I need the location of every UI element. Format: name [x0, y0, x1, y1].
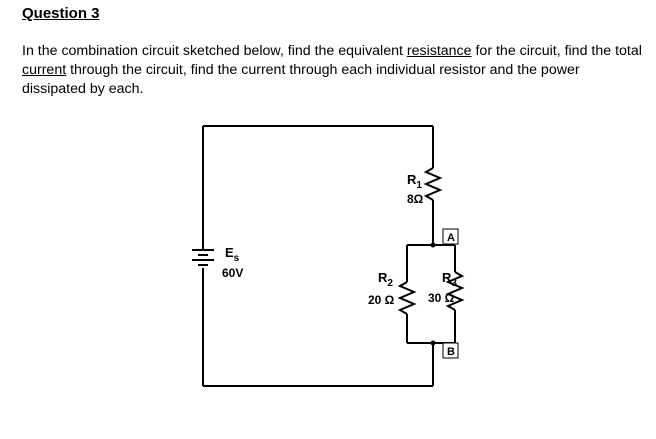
r1-label: $R_1$: [407, 172, 422, 191]
node-b-label: B: [447, 346, 455, 358]
r3-value: 30 Ω: [428, 291, 455, 305]
resistor-r2: [400, 282, 414, 314]
node-a-dot: [431, 243, 436, 248]
battery-source: [192, 250, 214, 265]
resistor-r1: [426, 168, 440, 200]
question-text-part: In the combination circuit sketched below, find the equivalent: [22, 43, 407, 59]
question-text-part: for the circuit, find the total: [471, 43, 642, 59]
r3-label: $R_3$: [442, 270, 457, 289]
node-a-label: A: [447, 232, 455, 244]
keyword-current: current: [22, 62, 67, 78]
question-title: Question 3: [22, 5, 100, 22]
keyword-resistance: resistance: [406, 43, 472, 59]
r1-value: 8Ω: [407, 192, 424, 206]
question-text-part: through the circuit, find the current through each individual resistor and the power dissipated by each.: [22, 62, 580, 97]
r2-value: 20 Ω: [368, 293, 395, 307]
source-value: 60V: [222, 266, 244, 280]
source-label: $E_s$: [225, 245, 240, 264]
r2-label: $R_2$: [378, 270, 393, 289]
node-b-dot: [431, 341, 436, 346]
